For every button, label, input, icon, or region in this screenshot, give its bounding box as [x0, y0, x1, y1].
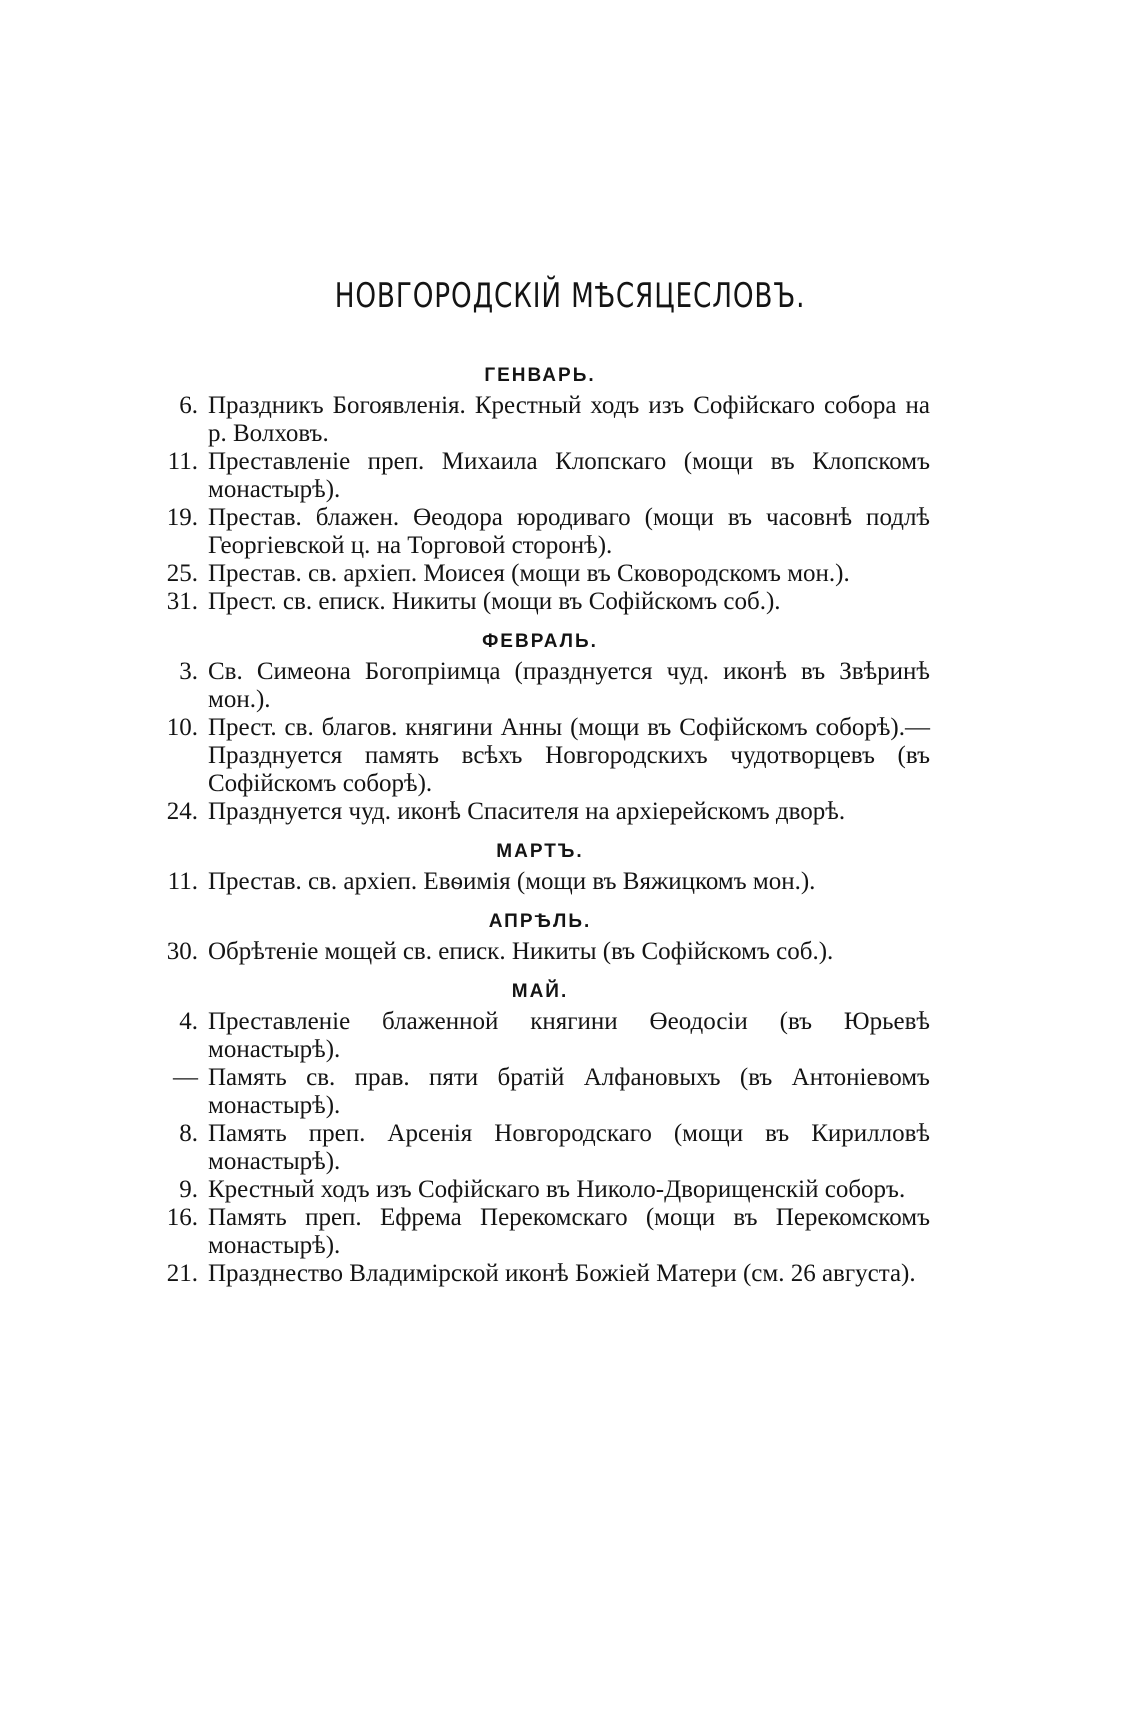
- month-section-january: [150, 360, 930, 616]
- calendar-entry: [150, 798, 930, 826]
- calendar-body: [150, 360, 930, 1298]
- month-section-february: [150, 626, 930, 826]
- month-heading: МАРТЪ.: [496, 841, 584, 862]
- entry-day: 8.: [179, 1120, 198, 1147]
- entry-day: 31.: [166, 588, 198, 615]
- month-section-may: [150, 976, 930, 1288]
- entry-day: 9.: [179, 1176, 198, 1203]
- page-title: НОВГОРОДСКІЙ МѢСЯЦЕСЛОВЪ.: [334, 276, 806, 316]
- entry-day: 30.: [166, 938, 198, 965]
- entry-text: Празднуется чуд. иконѣ Спасителя на архіерейскомъ дворѣ.: [208, 798, 846, 825]
- entry-day: 4.: [179, 1008, 198, 1035]
- calendar-entry: [150, 868, 930, 896]
- calendar-entry: [150, 504, 930, 560]
- entry-text: Память преп. Арсенія Новгородскаго (мощи въ Кирилловѣ монастырѣ).: [208, 1120, 930, 1175]
- calendar-entry: [150, 714, 930, 798]
- entry-day: 21.: [166, 1260, 198, 1287]
- month-heading: МАЙ.: [511, 981, 569, 1002]
- entry-day: 16.: [166, 1204, 198, 1231]
- entry-text: Память преп. Ефрема Перекомскаго (мощи въ Перекомскомъ монастырѣ).: [208, 1204, 930, 1259]
- entry-text: Св. Симеона Богопріимца (празднуется чуд. иконѣ въ Звѣринѣ мон.).: [208, 658, 930, 713]
- month-section-march: [150, 836, 930, 896]
- entry-text: Празднество Владимірской иконѣ Божіей Матери (см. 26 августа).: [208, 1260, 916, 1287]
- month-heading: АПРѢЛЬ.: [488, 911, 592, 932]
- calendar-entry: [150, 1260, 930, 1288]
- calendar-entry: [150, 658, 930, 714]
- calendar-entry: [150, 1120, 930, 1176]
- entry-day: 11.: [167, 448, 198, 475]
- entry-day: 24.: [166, 798, 198, 825]
- entry-text: Память св. прав. пяти братій Алфановыхъ (въ Антоніевомъ монастырѣ).: [208, 1064, 930, 1119]
- entry-day: 3.: [179, 658, 198, 685]
- month-heading: ФЕВРАЛЬ.: [482, 631, 598, 652]
- entry-text: Преставленіе блаженной княгини Өеодосіи (въ Юрьевѣ монастырѣ).: [208, 1008, 930, 1063]
- entry-text: Обрѣтеніе мощей св. еписк. Никиты (въ Софійскомъ соб.).: [208, 938, 834, 965]
- entry-day: 6.: [179, 392, 198, 419]
- month-heading: ГЕНВАРЬ.: [484, 365, 596, 386]
- entry-day: 19.: [166, 504, 198, 531]
- entry-text: Прест. св. благов. княгини Анны (мощи въ Софійскомъ соборѣ).—Празднуется память всѣхъ Новгородскихъ чудотворцевъ (въ Софійскомъ соборѣ).: [208, 714, 930, 797]
- entry-text: Прест. св. еписк. Никиты (мощи въ Софійскомъ соб.).: [208, 588, 781, 615]
- entry-text: Крестный ходъ изъ Софійскаго въ Николо-Дворищенскій соборъ.: [208, 1176, 906, 1203]
- calendar-entry: [150, 1008, 930, 1064]
- entry-day: 25.: [166, 560, 198, 587]
- calendar-entry: [150, 448, 930, 504]
- calendar-entry: [150, 392, 930, 448]
- entry-text: Престав. блажен. Өеодора юродиваго (мощи въ часовнѣ подлѣ Георгіевской ц. на Торговой сторонѣ).: [208, 504, 930, 559]
- entry-text: Престав. св. архіеп. Евѳимія (мощи въ Вяжицкомъ мон.).: [208, 868, 816, 895]
- entry-text: Преставленіе преп. Михаила Клопскаго (мощи въ Клопскомъ монастырѣ).: [208, 448, 930, 503]
- entry-text: Праздникъ Богоявленія. Крестный ходъ изъ Софійскаго собора на р. Волховъ.: [208, 392, 930, 447]
- calendar-entry: [150, 1064, 930, 1120]
- calendar-entry: [150, 938, 930, 966]
- entry-day: —: [173, 1064, 198, 1091]
- calendar-entry: [150, 588, 930, 616]
- entry-day: 10.: [166, 714, 198, 741]
- month-section-april: [150, 906, 930, 966]
- calendar-entry: [150, 560, 930, 588]
- calendar-entry: [150, 1176, 930, 1204]
- entry-text: Престав. св. архіеп. Моисея (мощи въ Сковородскомъ мон.).: [208, 560, 850, 587]
- entry-day: 11.: [167, 868, 198, 895]
- calendar-entry: [150, 1204, 930, 1260]
